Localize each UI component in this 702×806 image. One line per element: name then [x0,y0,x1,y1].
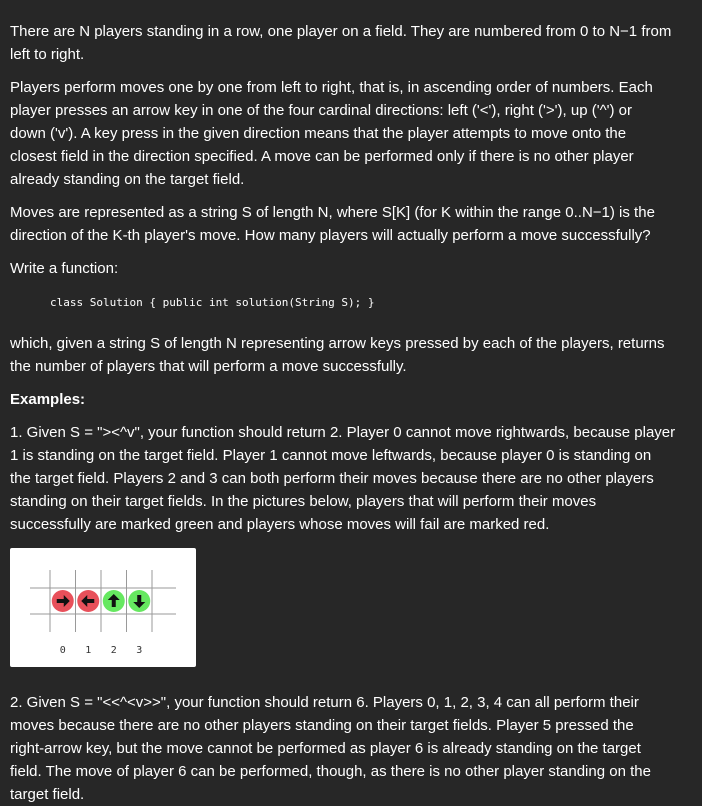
player-3-marker [128,590,150,612]
player-2-marker [103,590,125,612]
player-0-label: 0 [59,645,66,656]
player-2-label: 2 [110,645,117,656]
write-function-label: Write a function: [10,260,119,277]
rules-paragraph: Players perform moves one by one from left to right, that is, in ascending order of numbers. Each player presses an arrow key in one of the four cardinal directions: left ('<'), right ('>'), up ('^') or down ('v'). A key press in the given direction means that the player attempts to move onto the closest field in the direction specified. A move can be performed only if there is no other player already standing on the target field. [10,79,653,188]
player-3-label: 3 [136,645,143,656]
representation-paragraph: Moves are represented as a string S of length N, where S[K] (for K within the range 0..N−1) is the direction of the K-th player's move. How many players will actually perform a move successfully? [10,204,655,244]
example-2-paragraph: 2. Given S = "<<^<v>>", your function should return 6. Players 0, 1, 2, 3, 4 can all perform their moves because there are no other players standing on their target fields. Player 5 pressed the right-arrow key, but the move cannot be performed as player 6 is already standing on the target field. The move of player 6 can be performed, though, as there is no other player standing on the target field. [10,694,651,803]
players-grid-diagram [10,548,196,667]
intro-paragraph: There are N players standing in a row, one player on a field. They are numbered from 0 to N−1 from left to right. [10,23,672,63]
player-1-label: 1 [85,645,92,656]
function-signature-code: class Solution { public int solution(String S); } [50,296,375,309]
player-1-marker [77,590,99,612]
player-0-marker [52,590,74,612]
examples-heading: Examples: [10,391,86,408]
returns-paragraph: which, given a string S of length N representing arrow keys pressed by each of the players, returns the number of players that will perform a move successfully. [10,335,665,375]
example-1-figure [10,548,196,667]
example-1-paragraph: 1. Given S = "><^v", your function should return 2. Player 0 cannot move rightwards, because player 1 is standing on the target field. Player 1 cannot move leftwards, because player 0 is standing on the target field. Players 2 and 3 can both perform their moves because there are no other players standing on their target fields. In the pictures below, players that will perform their moves successfully are marked green and players whose moves will fail are marked red. [10,424,676,533]
